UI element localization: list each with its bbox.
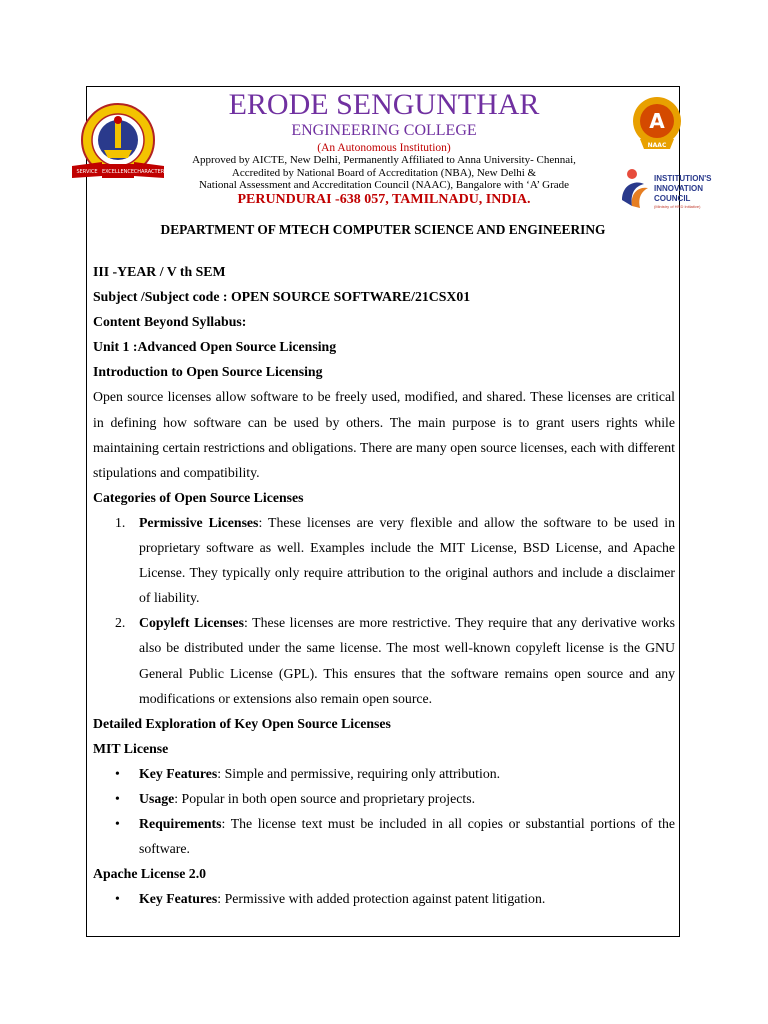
detailed-heading: Detailed Exploration of Key Open Source Licenses [93,715,391,731]
college-subtitle: ENGINEERING COLLEGE [291,122,477,139]
accreditation-line: Approved by AICTE, New Delhi, Permanently Affiliated to Anna University- Chennai, [192,154,576,166]
list-text: : These licenses are more restrictive. They require that any derivative works also be distributed under the same license. The most well-known copyleft license is the GNU General Public License (GPL). This ensures that the software remains open source and any modifications or extensions also remain open source. [139,615,675,706]
intro-heading: Introduction to Open Source Licensing [93,364,323,380]
college-name: ERODE SENGUNTHAR [228,88,540,121]
content-label: Content Beyond Syllabus: [93,314,247,330]
bullet-icon: • [115,891,120,907]
list-number: 1. [115,514,126,530]
list-text: : Simple and permissive, requiring only attribution. [217,765,501,781]
iic-subtitle: (Ministry of HRD Initiative) [654,204,701,209]
list-item [93,610,675,710]
bullet-icon: • [115,790,120,806]
department-title: DEPARTMENT OF MTECH COMPUTER SCIENCE AND ENGINEERING [160,222,606,237]
list-term: Copyleft Licenses [139,615,244,631]
iic-line-3: COUNCIL [654,194,691,203]
list-text: : The license text must be included in all copies or substantial portions of the software. [139,816,675,857]
list-text: : Popular in both open source and proprietary projects. [174,790,476,806]
mit-list [93,761,675,861]
list-term: Key Features [139,891,218,907]
list-term: Key Features [139,765,218,781]
accreditation-line: National Assessment and Accreditation Council (NAAC), Bangalore with ‘A’ Grade [198,179,570,191]
list-text: : Permissive with added protection against patent litigation. [217,891,546,907]
bullet-icon: • [115,816,120,832]
list-number: 2. [115,615,126,631]
unit-title: Unit 1 :Advanced Open Source Licensing [93,339,337,355]
naac-grade: A [649,109,665,133]
list-term: Usage [139,790,175,806]
apache-heading: Apache License 2.0 [93,866,207,882]
accreditation-text [0,154,768,192]
list-term: Permissive Licenses [139,514,259,530]
list-text: : These licenses are very flexible and allow the software to be used in proprietary software as well. Examples include the MIT License, BSD License, and Apache License. They typically only require attribution to the original authors and include a disclaimer of liability. [139,514,675,606]
list-item [93,786,675,811]
categories-heading: Categories of Open Source Licenses [93,489,304,505]
categories-list [93,510,675,711]
college-address: PERUNDURAI -638 057, TAMILNADU, INDIA. [237,192,531,207]
list-item [93,886,675,911]
iic-line-1: INSTITUTION'S [654,174,712,183]
iic-line-2: INNOVATION [654,184,704,193]
year-sem: III -YEAR / V th SEM [93,264,226,279]
document-body [93,259,675,911]
logo-ribbon-mid: EXCELLENCE [102,169,134,175]
accreditation-line: Accredited by National Board of Accreditation (NBA), New Delhi & [231,166,537,179]
list-item [93,811,675,861]
list-term: Requirements [139,816,222,832]
list-item [93,510,675,610]
list-item [93,761,675,786]
subject-line: Subject /Subject code : OPEN SOURCE SOFTWARE/21CSX01 [93,289,471,305]
naac-label: NAAC [647,142,667,149]
autonomous-label: (An Autonomous Institution) [317,142,451,154]
bullet-icon: • [115,765,120,781]
logo-ribbon-left: SERVICE [76,169,98,175]
apache-list [93,886,675,911]
mit-heading: MIT License [93,740,169,756]
logo-ribbon-right: CHARACTER [133,169,165,175]
intro-paragraph: Open source licenses allow software to be freely used, modified, and shared. These licenses are critical in defining how software can be used by others. The main purpose is to grant users rights while maintaining certain restrictions and obligations. There are many open source licenses, each with different stipulations and compatibility. [93,389,675,480]
